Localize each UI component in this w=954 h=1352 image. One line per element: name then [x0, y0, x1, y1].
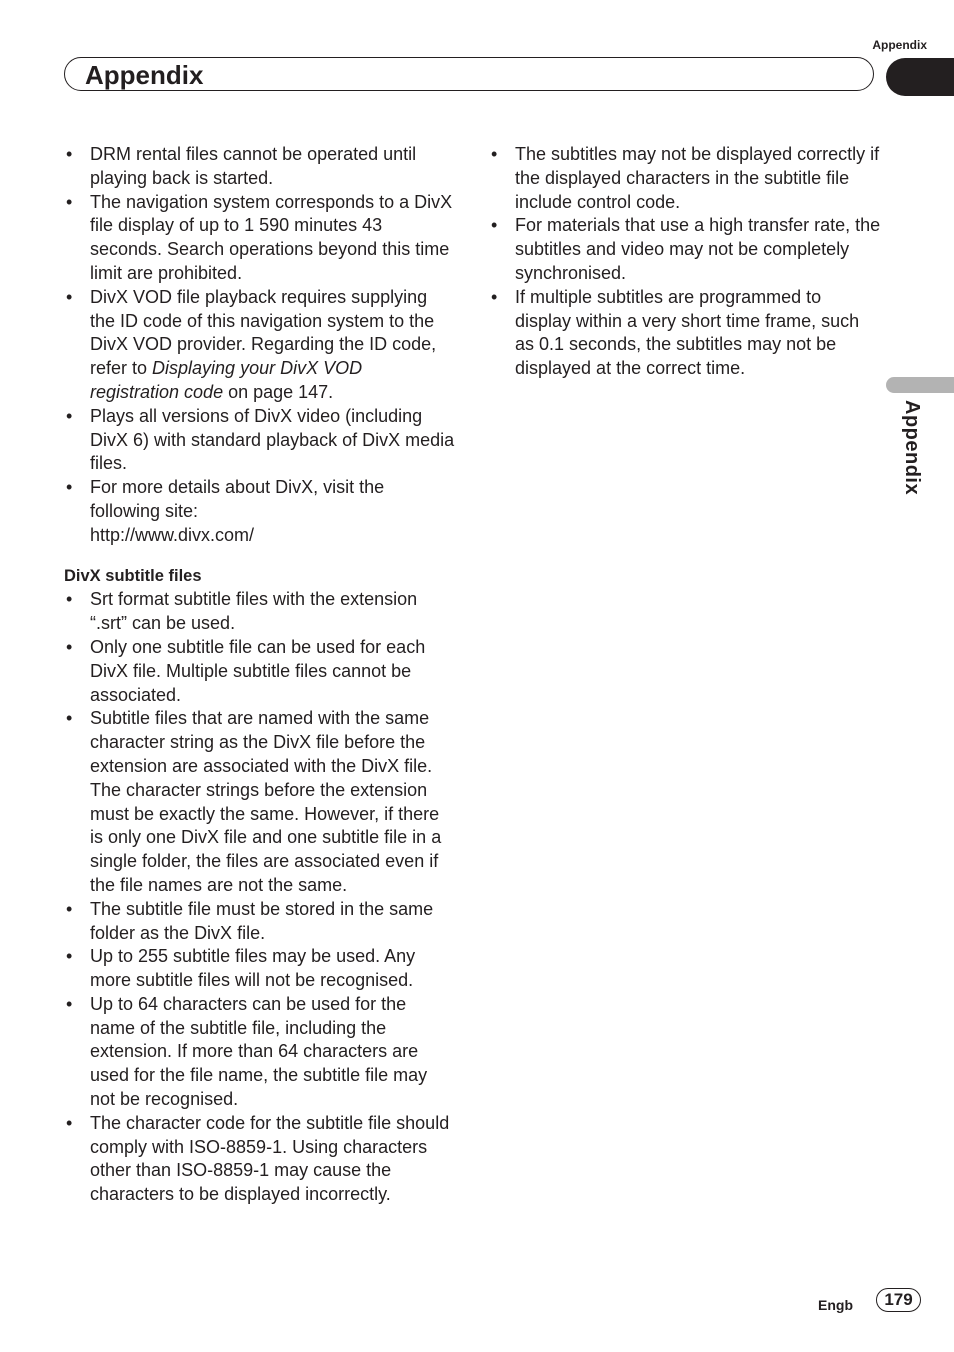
divx-notes-list	[64, 143, 456, 548]
bullet-icon: •	[491, 215, 498, 236]
bullet-icon: •	[66, 898, 73, 919]
list-item: • Up to 255 subtitle files may be used. Any more subtitle files will not be recognised.	[66, 946, 416, 991]
list-item: • For materials that use a high transfer rate, the subtitles and video may not be completely synchronised.	[491, 215, 881, 283]
side-tab-label: Appendix	[901, 400, 923, 496]
bullet-icon: •	[491, 286, 498, 307]
bullet-icon: •	[66, 144, 73, 164]
chapter-tab-marker	[886, 58, 954, 96]
bullet-icon: •	[66, 405, 73, 426]
right-column	[489, 143, 881, 381]
bullet-icon: •	[66, 589, 73, 610]
list-item: • Up to 64 characters can be used for the name of the subtitle file, including the extension. If more than 64 characters are used for the file name, the subtitle file may not be recognised.	[66, 993, 428, 1110]
section-heading: DivX subtitle files	[64, 566, 202, 585]
list-item: • Only one subtitle file can be used for each DivX file. Multiple subtitle files cannot be associated.	[66, 636, 426, 705]
cross-reference: Displaying your DivX VOD registration code	[90, 358, 363, 402]
footer-language: Engb	[818, 1297, 853, 1313]
running-head: Appendix	[872, 38, 927, 52]
bullet-icon: •	[491, 144, 498, 164]
divx-url-link[interactable]: http://www.divx.com/	[90, 524, 255, 545]
bullet-icon: •	[66, 191, 73, 212]
subtitle-notes-list	[64, 588, 456, 1207]
list-item: • Srt format subtitle files with the extension “.srt” can be used.	[66, 589, 418, 634]
bullet-icon: •	[66, 477, 73, 498]
bullet-icon: •	[66, 946, 73, 967]
list-item: • DRM rental files cannot be operated until playing back is started.	[66, 144, 417, 188]
side-tab-marker	[886, 377, 954, 393]
bullet-icon: •	[66, 993, 73, 1014]
bullet-icon: •	[66, 708, 73, 729]
list-item: • The character code for the subtitle file should comply with ISO-8859-1. Using characters other than ISO-8859-1 may cause the characters to be displayed incorrectly.	[66, 1112, 450, 1205]
page-title: Appendix	[85, 60, 204, 90]
title-bar	[64, 57, 874, 91]
list-item: • DivX VOD file playback requires supplying the ID code of this navigation system to the DivX VOD provider. Regarding the ID code, refer to Displaying your DivX VOD registration code on page 147.	[66, 286, 437, 402]
list-item: • Plays all versions of DivX video (including DivX 6) with standard playback of DivX media files.	[66, 405, 455, 474]
page-number: 179	[876, 1288, 921, 1312]
list-item: • For more details about DivX, visit the following site: http://www.divx.com/	[66, 477, 385, 545]
bullet-icon: •	[66, 286, 73, 307]
list-item: • If multiple subtitles are programmed to display within a very short time frame, such as 0.1 seconds, the subtitles may not be displayed at the correct time.	[491, 286, 860, 379]
list-item: • The navigation system corresponds to a DivX file display of up to 1 590 minutes 43 seconds. Search operations beyond this time limit are prohibited.	[66, 191, 453, 283]
bullet-icon: •	[66, 636, 73, 657]
subtitle-display-notes-list	[489, 143, 881, 381]
list-item: • The subtitle file must be stored in the same folder as the DivX file.	[66, 898, 434, 943]
bullet-icon: •	[66, 1112, 73, 1133]
left-column	[64, 143, 456, 1207]
list-item: • Subtitle files that are named with the same character string as the DivX file before the extension are associated with the DivX file. The character strings before the extension must be exactly the same. However, if there is only one DivX file and one subtitle file in a single folder, the files are associated even if the file names are not the same.	[66, 708, 442, 895]
list-item: • The subtitles may not be displayed correctly if the displayed characters in the subtitle file include control code.	[491, 144, 880, 212]
